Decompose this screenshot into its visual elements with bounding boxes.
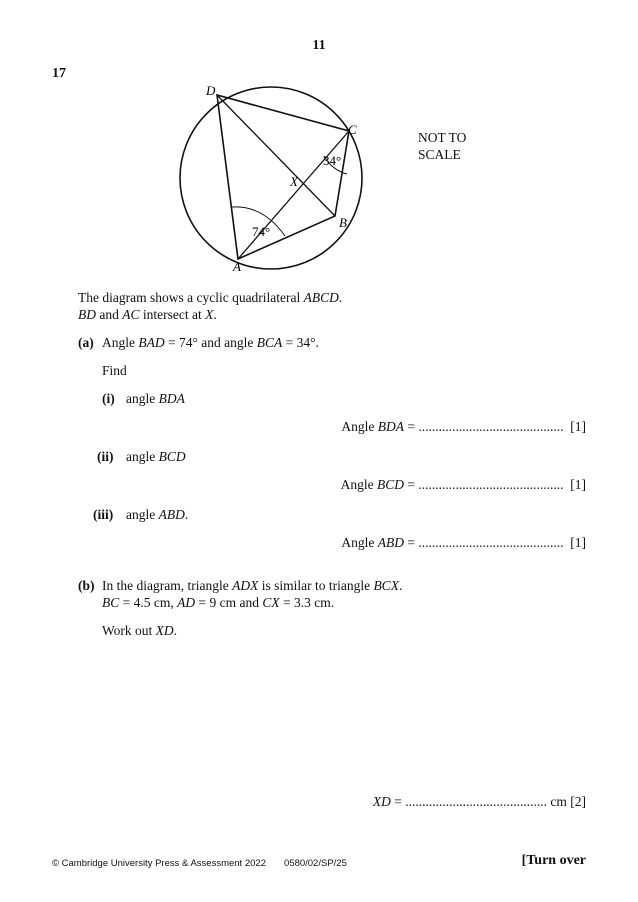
quadrilateral-abcd [217,95,349,259]
part-a-text: Angle BAD = 74° and angle BCA = 34°. [102,335,319,350]
footer-turn-over: [Turn over [521,853,586,868]
subpart-ii-label: (ii) [97,449,114,464]
intro-line-1: The diagram shows a cyclic quadrilateral ABCD. [78,290,343,305]
label-c: C [348,122,357,137]
part-a-find: Find [102,363,127,378]
question-intro [78,289,342,323]
diagonal-ac [238,131,349,259]
angle-a-label: 74° [252,224,271,239]
subpart-iii-text: angle ABD. [126,507,189,522]
circle [180,87,362,269]
page-number: 11 [312,38,326,53]
label-a: A [233,259,241,274]
cyclic-quadrilateral-diagram [160,78,400,278]
subpart-iii-label: (iii) [93,507,114,522]
answer-line-i[interactable]: Angle BDA = ........................................... [1] [341,419,586,434]
part-b-text [102,577,402,611]
part-b-label: (b) [78,578,95,593]
subpart-i-text: angle BDA [126,391,185,406]
answer-line-ii[interactable]: Angle BCD = ........................................... [1] [340,477,586,492]
diagonal-bd [217,95,335,216]
not-to-scale-note [418,129,466,163]
answer-line-b[interactable]: XD = .......................................... cm [2] [372,794,586,809]
label-x: X [290,174,298,189]
note-line-2: SCALE [418,147,461,162]
part-b-work-out: Work out XD. [102,623,178,638]
question-number: 17 [52,66,66,81]
label-b: B [339,215,347,230]
part-b-line-2: BC = 4.5 cm, AD = 9 cm and CX = 3.3 cm. [102,595,335,610]
part-a-label: (a) [78,335,94,350]
angle-c-label: 34° [323,153,342,168]
note-line-1: NOT TO [418,130,467,145]
intro-line-2: BD and AC intersect at X. [78,307,217,322]
footer-paper-code: 0580/02/SP/25 [284,858,347,869]
answer-line-iii[interactable]: Angle ABD = ........................................... [1] [341,535,586,550]
subpart-i-label: (i) [102,391,115,406]
label-d: D [206,83,216,98]
subpart-ii-text: angle BCD [126,449,186,464]
part-b-line-1: In the diagram, triangle ADX is similar to triangle BCX. [102,578,403,593]
footer-copyright: © Cambridge University Press & Assessment 2022 [52,858,266,869]
